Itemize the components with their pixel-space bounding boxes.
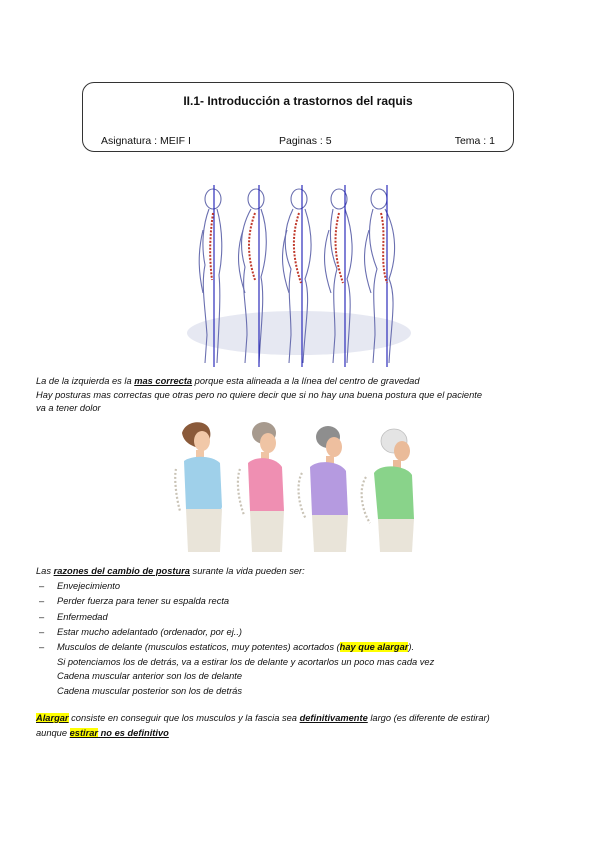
subject-label: Asignatura : MEIF I <box>101 135 191 147</box>
intro-line-2: Hay posturas mas correctas que otras pero no quiere decir que si no hay una buena postura que el paciente <box>36 390 483 400</box>
list-item: – Perder fuerza para tener su espalda recta <box>36 594 414 609</box>
pages-label: Paginas : 5 <box>279 135 332 147</box>
woman-4 <box>362 429 414 552</box>
note-line: Cadena muscular anterior son los de delante <box>57 671 243 681</box>
note-line: Cadena muscular posterior son los de detrás <box>57 686 243 696</box>
reasons-list <box>36 579 414 655</box>
intro-line-1: La de la izquierda es la mas correcta porque esta alineada a la línea del centro de gravedad <box>36 376 420 386</box>
aging-posture-figure <box>168 417 434 552</box>
topic-label: Tema : 1 <box>454 135 495 147</box>
list-item: – Estar mucho adelantado (ordenador, por ej..) <box>36 625 414 640</box>
woman-1 <box>175 422 222 552</box>
alargar-line-1: Alargar consiste en conseguir que los musculos y la fascia sea definitivamente largo (es diferente de estirar) <box>36 713 490 723</box>
reasons-intro: Las razones del cambio de postura surante la vida pueden ser: <box>36 566 305 576</box>
list-item: – Musculos de delante (musculos estaticos, muy potentes) acortados (hay que alargar). <box>36 640 414 655</box>
woman-2 <box>238 422 284 552</box>
alargar-line-2: aunque estirar no es definitivo <box>36 728 169 738</box>
note-line: Si potenciamos los de detrás, va a estirar los de delante y acortarlos un poco mas cada vez <box>57 657 435 667</box>
document-title: II.1- Introducción a trastornos del raquis <box>183 94 413 108</box>
posture-silhouettes-figure <box>183 185 415 370</box>
document-header <box>82 82 514 152</box>
woman-3 <box>299 426 348 552</box>
intro-line-3: va a tener dolor <box>36 403 101 413</box>
list-item: – Envejecimiento <box>36 579 414 594</box>
list-item: – Enfermedad <box>36 610 414 625</box>
